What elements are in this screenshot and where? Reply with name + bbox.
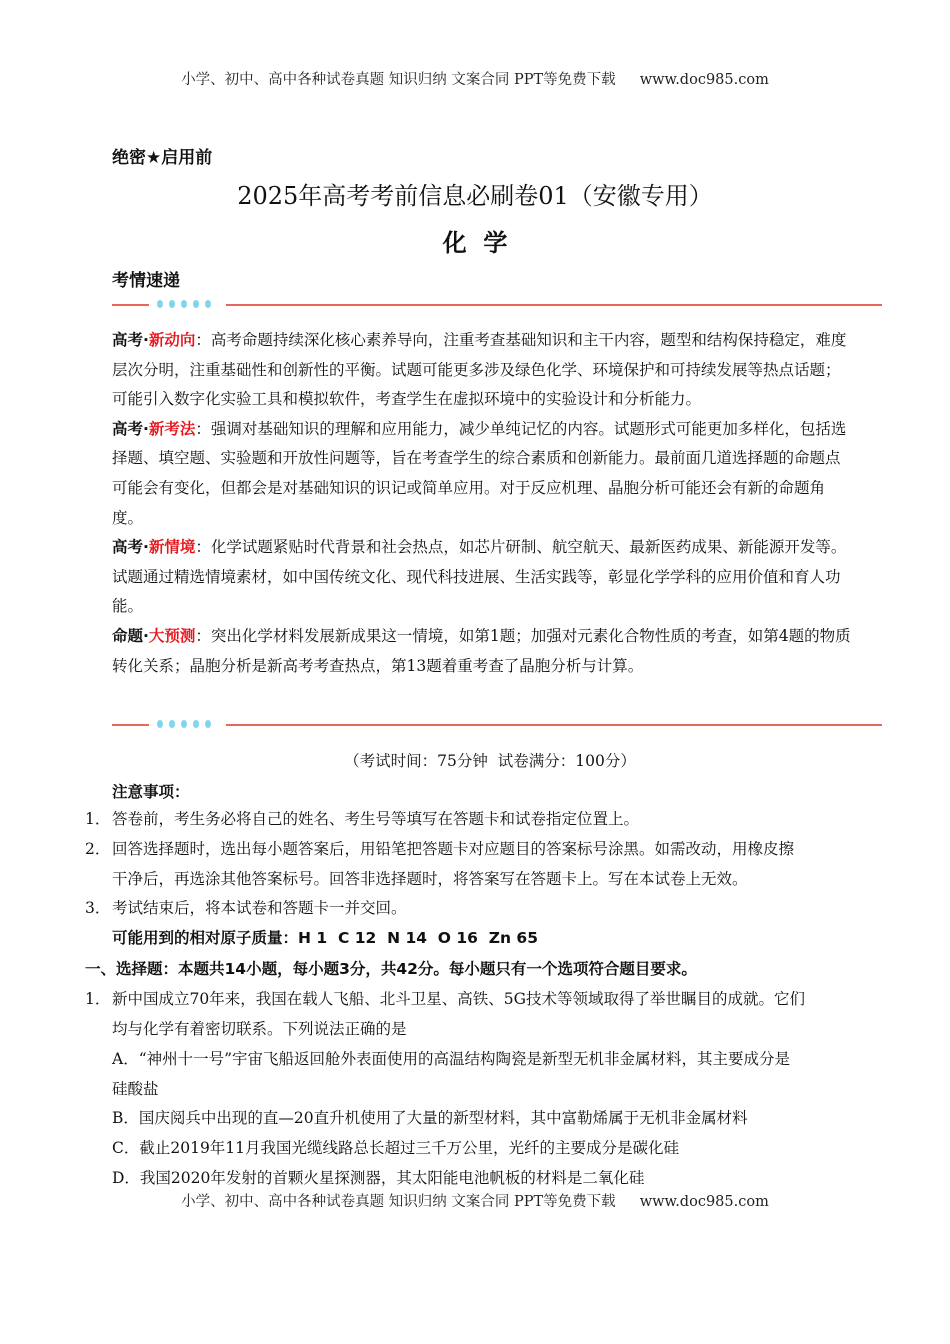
footer-text: 小学、初中、高中各种试卷真题 知识归纳 文案合同 PPT等免费下载	[181, 1194, 616, 1210]
notice-text: 干净后，再选涂其他答案标号。回答非选择题时，将答案写在答题卡上。写在本试卷上无效。	[112, 870, 748, 888]
notice-number: 2．	[85, 840, 111, 858]
option-text: A．“神州十一号”宇宙飞船返回舱外表面使用的高温结构陶瓷是新型无机非金属材料，其主要成分是	[112, 1050, 791, 1068]
info-label: 新动向	[148, 331, 196, 349]
info-item-new-method	[112, 415, 854, 533]
subject-title: 化 学	[442, 229, 508, 257]
notice-number: 3．	[85, 899, 111, 917]
secret-label: 绝密★启用前	[112, 148, 213, 168]
page-footer	[0, 1190, 950, 1211]
notice-item	[0, 805, 950, 835]
option-d[interactable]: D．我国2020年发射的首颗火星探测器，其太阳能电池帆板的材料是二氧化硅	[112, 1169, 645, 1187]
notice-text: 回答选择题时，选出每小题答案后，用铅笔把答题卡对应题目的答案标号涂黑。如需改动，用橡皮擦	[112, 840, 795, 858]
divider	[112, 720, 882, 730]
question-text: 均与化学有着密切联系。下列说法正确的是	[112, 1020, 407, 1038]
info-text: ：化学试题紧贴时代背景和社会热点，如芯片研制、航空航天、最新医药成果、新能源开发等。试题通过精选情境素材，如中国传统文化、现代科技进展、生活实践等，彰显化学学科的应用价值和育人功能。	[112, 538, 847, 616]
notice-item	[0, 835, 950, 895]
info-text: ：突出化学材料发展新成果这一情境，如第1题；加强对元素化合物性质的考查，如第4题的物质转化关系；晶胞分析是新高考考查热点，第13题着重考查了晶胞分析与计算。	[112, 626, 851, 675]
question-text: 新中国成立70年来，我国在载人飞船、北斗卫星、高铁、5G技术等领域取得了举世瞩目的成就。它们	[112, 990, 805, 1008]
header-site[interactable]: www.doc985.com	[639, 72, 769, 88]
info-prefix: 高考·	[112, 419, 149, 438]
info-label: 新情境	[148, 538, 196, 557]
divider	[112, 300, 882, 310]
notice-text: 答卷前，考生务必将自己的姓名、考生号等填写在答题卡和试卷指定位置上。	[112, 810, 640, 828]
notice-item	[0, 894, 950, 924]
info-item-new-trend	[112, 326, 854, 415]
question-1	[0, 985, 950, 1045]
info-item-prediction	[112, 622, 854, 681]
paper-title: 2025年高考考前信息必刷卷01（安徽专用）	[237, 182, 713, 210]
part-one-heading: 一、选择题：本题共14小题，每小题3分，共42分。每小题只有一个选项符合题目要求。	[85, 960, 697, 978]
info-label: 大预测	[148, 626, 196, 645]
page-header	[0, 68, 950, 89]
info-section	[112, 326, 854, 681]
info-text: ：高考命题持续深化核心素养导向，注重考查基础知识和主干内容，题型和结构保持稳定，难度层次分明，注重基础性和创新性的平衡。试题可能更多涉及绿色化学、环境保护和可持续发展等热点话题；可能引入数字化实验工具和模拟软件，考查学生在虚拟环境中的实验设计和分析能力。	[112, 331, 847, 409]
notice-title: 注意事项：	[112, 783, 190, 801]
info-prefix: 高考·	[112, 331, 149, 349]
info-item-new-context	[112, 533, 854, 622]
section-heading: 考情速递	[112, 271, 180, 291]
info-text: ：强调对基础知识的理解和应用能力，减少单纯记忆的内容。试题形式可能更加多样化，包括选择题、填空题、实验题和开放性问题等，旨在考查学生的综合素质和创新能力。最前面几道选择题的命题点可能会有变化，但都会是对基础知识的识记或简单应用。对于反应机理、晶胞分析可能还会有新的命题角度。	[112, 419, 847, 527]
option-a[interactable]	[112, 1045, 872, 1104]
header-text: 小学、初中、高中各种试卷真题 知识归纳 文案合同 PPT等免费下载	[181, 72, 616, 88]
exam-info: （考试时间：75分钟 试卷满分：100分）	[344, 752, 636, 770]
info-prefix: 命题·	[112, 626, 149, 645]
info-label: 新考法	[148, 419, 196, 438]
footer-site[interactable]: www.doc985.com	[639, 1194, 769, 1210]
atomic-mass: 可能用到的相对原子质量：H 1 C 12 N 14 O 16 Zn 65	[112, 929, 538, 947]
notice-text: 考试结束后，将本试卷和答题卡一并交回。	[112, 899, 407, 917]
info-prefix: 高考·	[112, 538, 149, 557]
question-number: 1．	[85, 990, 111, 1008]
option-c[interactable]: C．截止2019年11月我国光缆线路总长超过三千万公里，光纤的主要成分是碳化硅	[112, 1139, 680, 1157]
option-b[interactable]: B．国庆阅兵中出现的直—20直升机使用了大量的新型材料，其中富勒烯属于无机非金属材料	[112, 1109, 748, 1127]
notice-number: 1．	[85, 810, 111, 828]
option-text: 硅酸盐	[112, 1079, 159, 1098]
